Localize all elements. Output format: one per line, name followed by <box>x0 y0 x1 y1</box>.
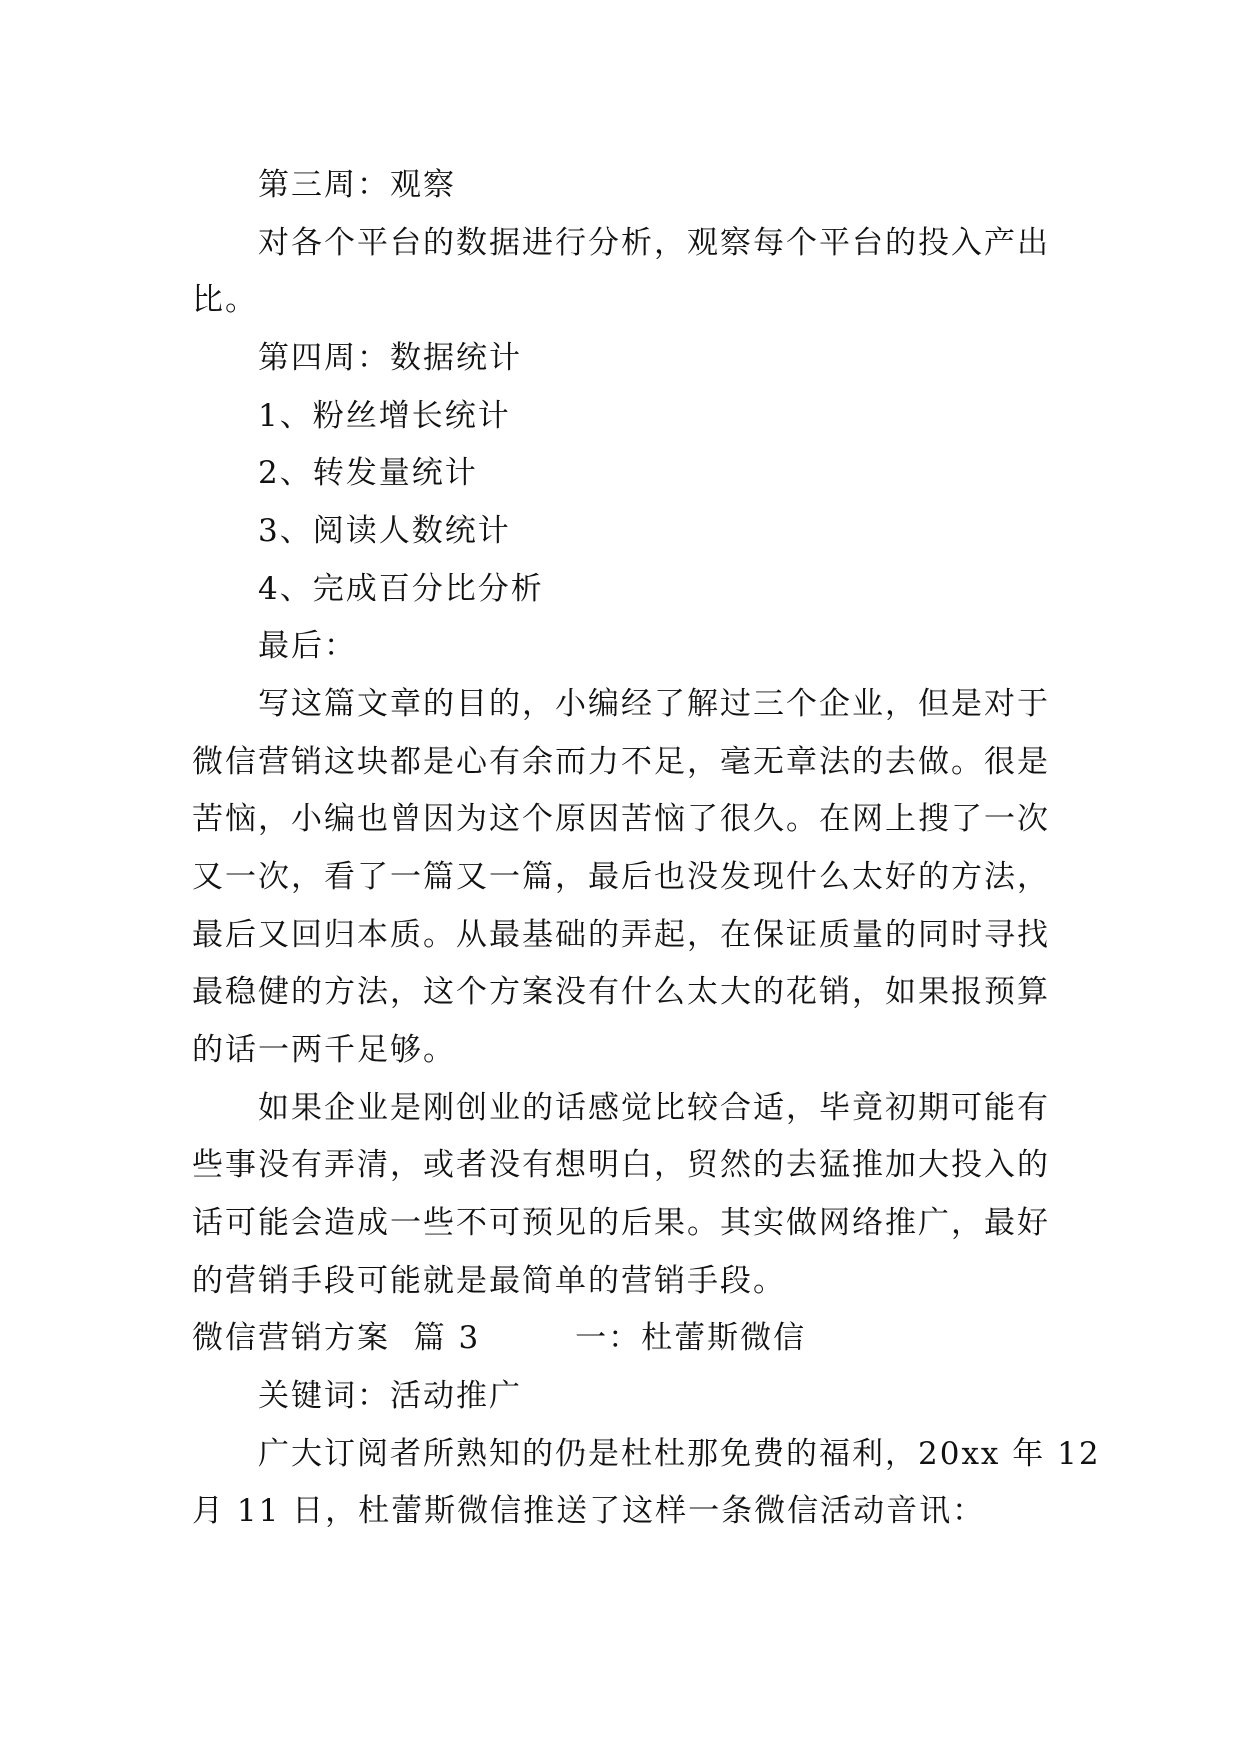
paragraph-line: 微信营销这块都是心有余而力不足，毫无章法的去做。很是 <box>192 744 1050 780</box>
paragraph-line: 写这篇文章的目的，小编经了解过三个企业，但是对于 <box>258 686 1050 722</box>
stat-item-3: 3、阅读人数统计 <box>258 513 511 549</box>
week3-heading: 第三周：观察 <box>258 167 456 203</box>
week3-text: 对各个平台的数据进行分析，观察每个平台的投入产出 <box>258 225 1050 261</box>
paragraph-line: 最稳健的方法，这个方案没有什么太大的花销，如果报预算 <box>192 974 1050 1010</box>
stat-item-1: 1、粉丝增长统计 <box>258 398 511 434</box>
paragraph-line: 如果企业是刚创业的话感觉比较合适，毕竟初期可能有 <box>258 1090 1050 1126</box>
final-heading: 最后： <box>258 628 357 664</box>
paragraph-line: 广大订阅者所熟知的仍是杜杜那免费的福利，20xx 年 12 <box>258 1436 1101 1472</box>
stat-item-4: 4、完成百分比分析 <box>258 571 544 607</box>
paragraph-line: 话可能会造成一些不可预见的后果。其实做网络推广，最好 <box>192 1205 1050 1241</box>
section-title: 微信营销方案 篇 3 一：杜蕾斯微信 <box>192 1320 807 1356</box>
paragraph-line: 最后又回归本质。从最基础的弄起，在保证质量的同时寻找 <box>192 917 1050 953</box>
keyword-line: 关键词：活动推广 <box>258 1378 522 1414</box>
week3-text-cont: 比。 <box>192 282 258 318</box>
paragraph-line: 些事没有弄清，或者没有想明白，贸然的去猛推加大投入的 <box>192 1147 1050 1183</box>
stat-item-2: 2、转发量统计 <box>258 455 478 491</box>
week4-heading: 第四周：数据统计 <box>258 340 522 376</box>
paragraph-line: 又一次，看了一篇又一篇，最后也没发现什么太好的方法， <box>192 859 1050 895</box>
paragraph-line: 月 11 日，杜蕾斯微信推送了这样一条微信活动音讯： <box>192 1493 986 1529</box>
paragraph-line: 的话一两千足够。 <box>192 1032 456 1068</box>
paragraph-line: 苦恼，小编也曾因为这个原因苦恼了很久。在网上搜了一次 <box>192 801 1050 837</box>
paragraph-line: 的营销手段可能就是最简单的营销手段。 <box>192 1263 786 1299</box>
